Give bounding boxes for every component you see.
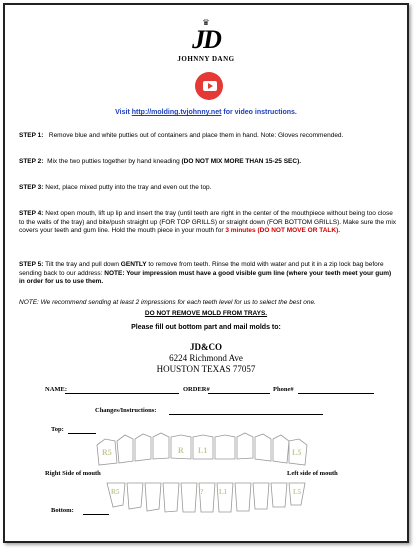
step-5: STEP 5: Tilt the tray and pull down GENTLY to remove from teeth. Rinse the mold with water and put it in a zip lock bag before sending back to our address: NOTE: Your impression must have a good visible gum line (where your teeth meet your gum) in order for us to use them. [19,261,392,285]
bottom-field[interactable] [83,514,109,515]
bottom-tooth-label-l1: L1 [219,488,228,496]
bottom-tooth-r1 [181,483,197,512]
changes-label: Changes/Instructions: [95,407,157,414]
video-instructions-line: Visit http://molding.tvjohnny.net for video instructions. [115,109,297,116]
mail-heading: Please fill out bottom part and mail molds to: [131,324,281,331]
address-city: HOUSTON TEXAS 77057 [156,364,256,374]
bottom-tooth-l5 [271,483,287,507]
left-side-label: Left side of mouth [287,470,338,477]
top-tooth-label-l5: L5 [292,448,302,457]
logo-monogram: JD [192,25,220,54]
step-3: STEP 3: Next, place mixed putty into the tray and even out the top. [19,184,212,191]
bottom-tooth-l4 [253,483,269,509]
do-not-remove-warning: DO NOT REMOVE MOLD FROM TRAYS. [144,310,268,317]
order-field[interactable] [208,393,270,394]
top-tooth-l5 [273,435,289,463]
crown-icon: ♛ [202,18,210,27]
logo-name: JOHNNY DANG [177,55,235,63]
top-teeth-diagram [95,431,335,471]
bottom-tooth-r2 [163,483,179,512]
address-street: 6224 Richmond Ave [169,353,243,363]
bottom-tooth-label-r5: R5 [111,488,120,496]
top-tooth-l2 [215,435,235,459]
top-tooth-l4 [255,434,271,461]
bottom-teeth-diagram [105,481,325,517]
step-4: STEP 4: Next open mouth, lift up lip and insert the tray (until teeth are right in the center of the mouthpiece without being too close to the walls of the tray) and bite/push straight up (FOR TOP GRILLS) or straight down (FOR BOTTOM GRILLS). Make sure the mix covers your teeth and gum line. Hold the mouth piece in your mouth for 3 minutes (DO NOT MOVE OR TALK). [19,210,397,234]
top-tooth-r4 [117,435,133,463]
address-name: JD&CO [190,342,222,352]
top-tooth-label-l1: L1 [198,446,208,455]
step-2: STEP 2: Mix the two putties together by hand kneading (DO NOT MIX MORE THAN 15-25 SEC). [19,158,302,165]
order-label: ORDER# [183,386,210,393]
bottom-tooth-r4 [127,483,143,509]
name-label: NAME: [45,386,68,393]
phone-label: Phone# [273,386,294,393]
bottom-label: Bottom: [51,507,74,514]
bottom-tooth-label-mid: ? [200,488,204,496]
bottom-tooth-l3 [235,483,251,511]
youtube-play-icon[interactable] [195,72,223,100]
top-tooth-r3 [135,434,151,461]
top-tooth-l3 [237,433,253,459]
top-tooth-label-r5: R5 [102,448,112,457]
name-field[interactable] [65,393,179,394]
step-1: STEP 1: Remove blue and white putties out of containers and place them in hand. Note: Gloves recommended. [19,132,344,139]
molding-video-link[interactable]: http://molding.tvjohnny.net [131,109,222,116]
top-tooth-label-r: R [178,446,184,455]
top-label: Top: [51,426,64,433]
changes-field[interactable] [169,414,323,415]
phone-field[interactable] [298,393,374,394]
johnny-dang-logo [5,19,407,63]
bottom-tooth-label-l5: L5 [293,488,302,496]
recommendation-note: NOTE: We recommend sending at least 2 impressions for each teeth level for us to select the best one. [19,299,316,306]
top-tooth-r2 [153,433,169,459]
bottom-tooth-r3 [145,483,161,511]
top-field[interactable] [68,433,96,434]
right-side-label: Right Side of mouth [45,470,101,477]
document-page [3,3,409,543]
